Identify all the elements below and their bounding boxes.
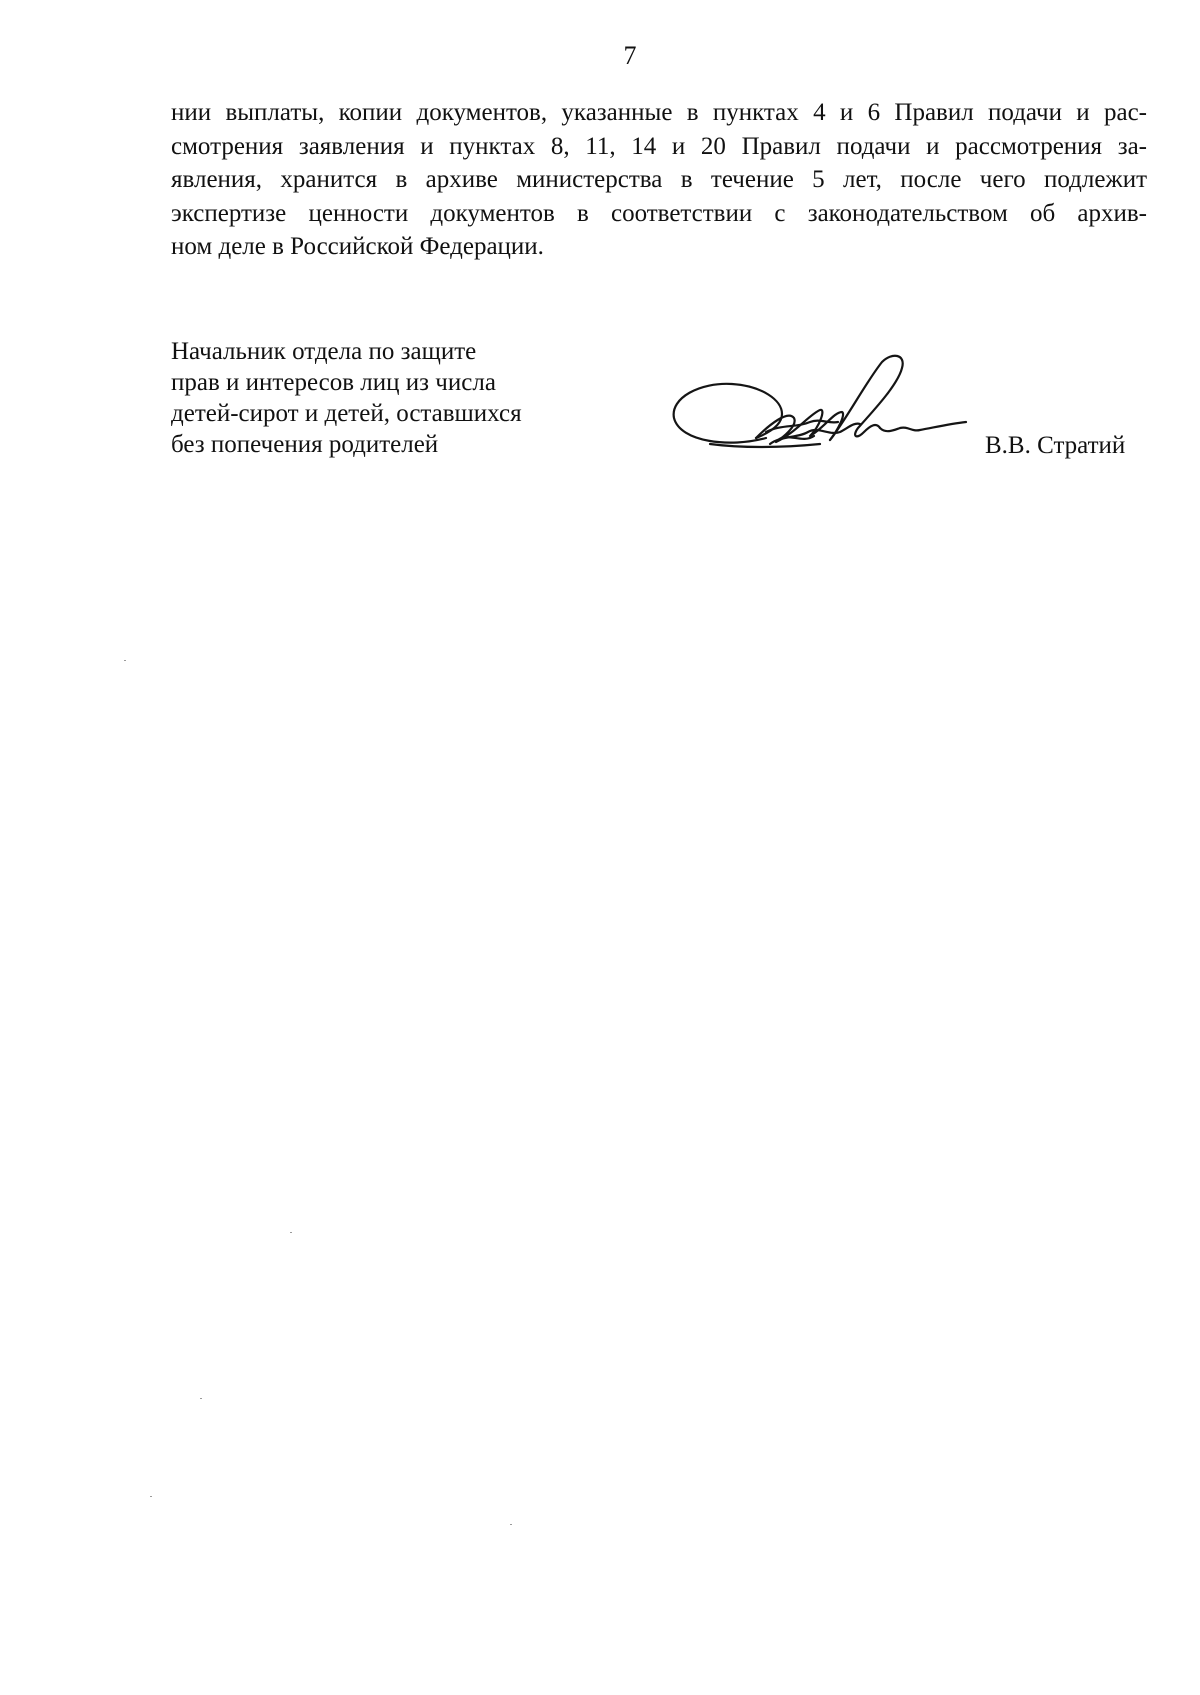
scan-speck <box>124 660 126 661</box>
body-paragraph <box>171 96 1147 264</box>
position-line: детей-сирот и детей, оставшихся <box>171 400 522 427</box>
position-line: Начальник отдела по защите <box>171 338 477 365</box>
signatory-position <box>171 336 591 460</box>
paragraph-line: ном деле в Российской Федерации. <box>171 233 544 260</box>
paragraph-line: нии выплаты, копии документов, указанные в пунктах 4 и 6 Правил подачи и рас- <box>171 99 1147 126</box>
position-line: без попечения родителей <box>171 431 439 458</box>
position-line: прав и интересов лиц из числа <box>171 369 496 396</box>
paragraph-line: явления, хранится в архиве министерства в течение 5 лет, после чего подлежит <box>171 166 1147 193</box>
scan-speck <box>290 1232 292 1233</box>
page-number: 7 <box>623 41 637 70</box>
handwritten-signature <box>670 352 970 464</box>
scan-speck <box>150 1496 152 1497</box>
paragraph-line: экспертизе ценности документов в соответствии с законодательством об архив- <box>171 199 1147 227</box>
signer-name: В.В. Стратий <box>985 432 1126 459</box>
scan-speck <box>510 1524 512 1525</box>
paragraph-line: смотрения заявления и пунктах 8, 11, 14 и 20 Правил подачи и рассмотрения за- <box>171 132 1147 160</box>
scan-speck <box>200 1398 202 1399</box>
